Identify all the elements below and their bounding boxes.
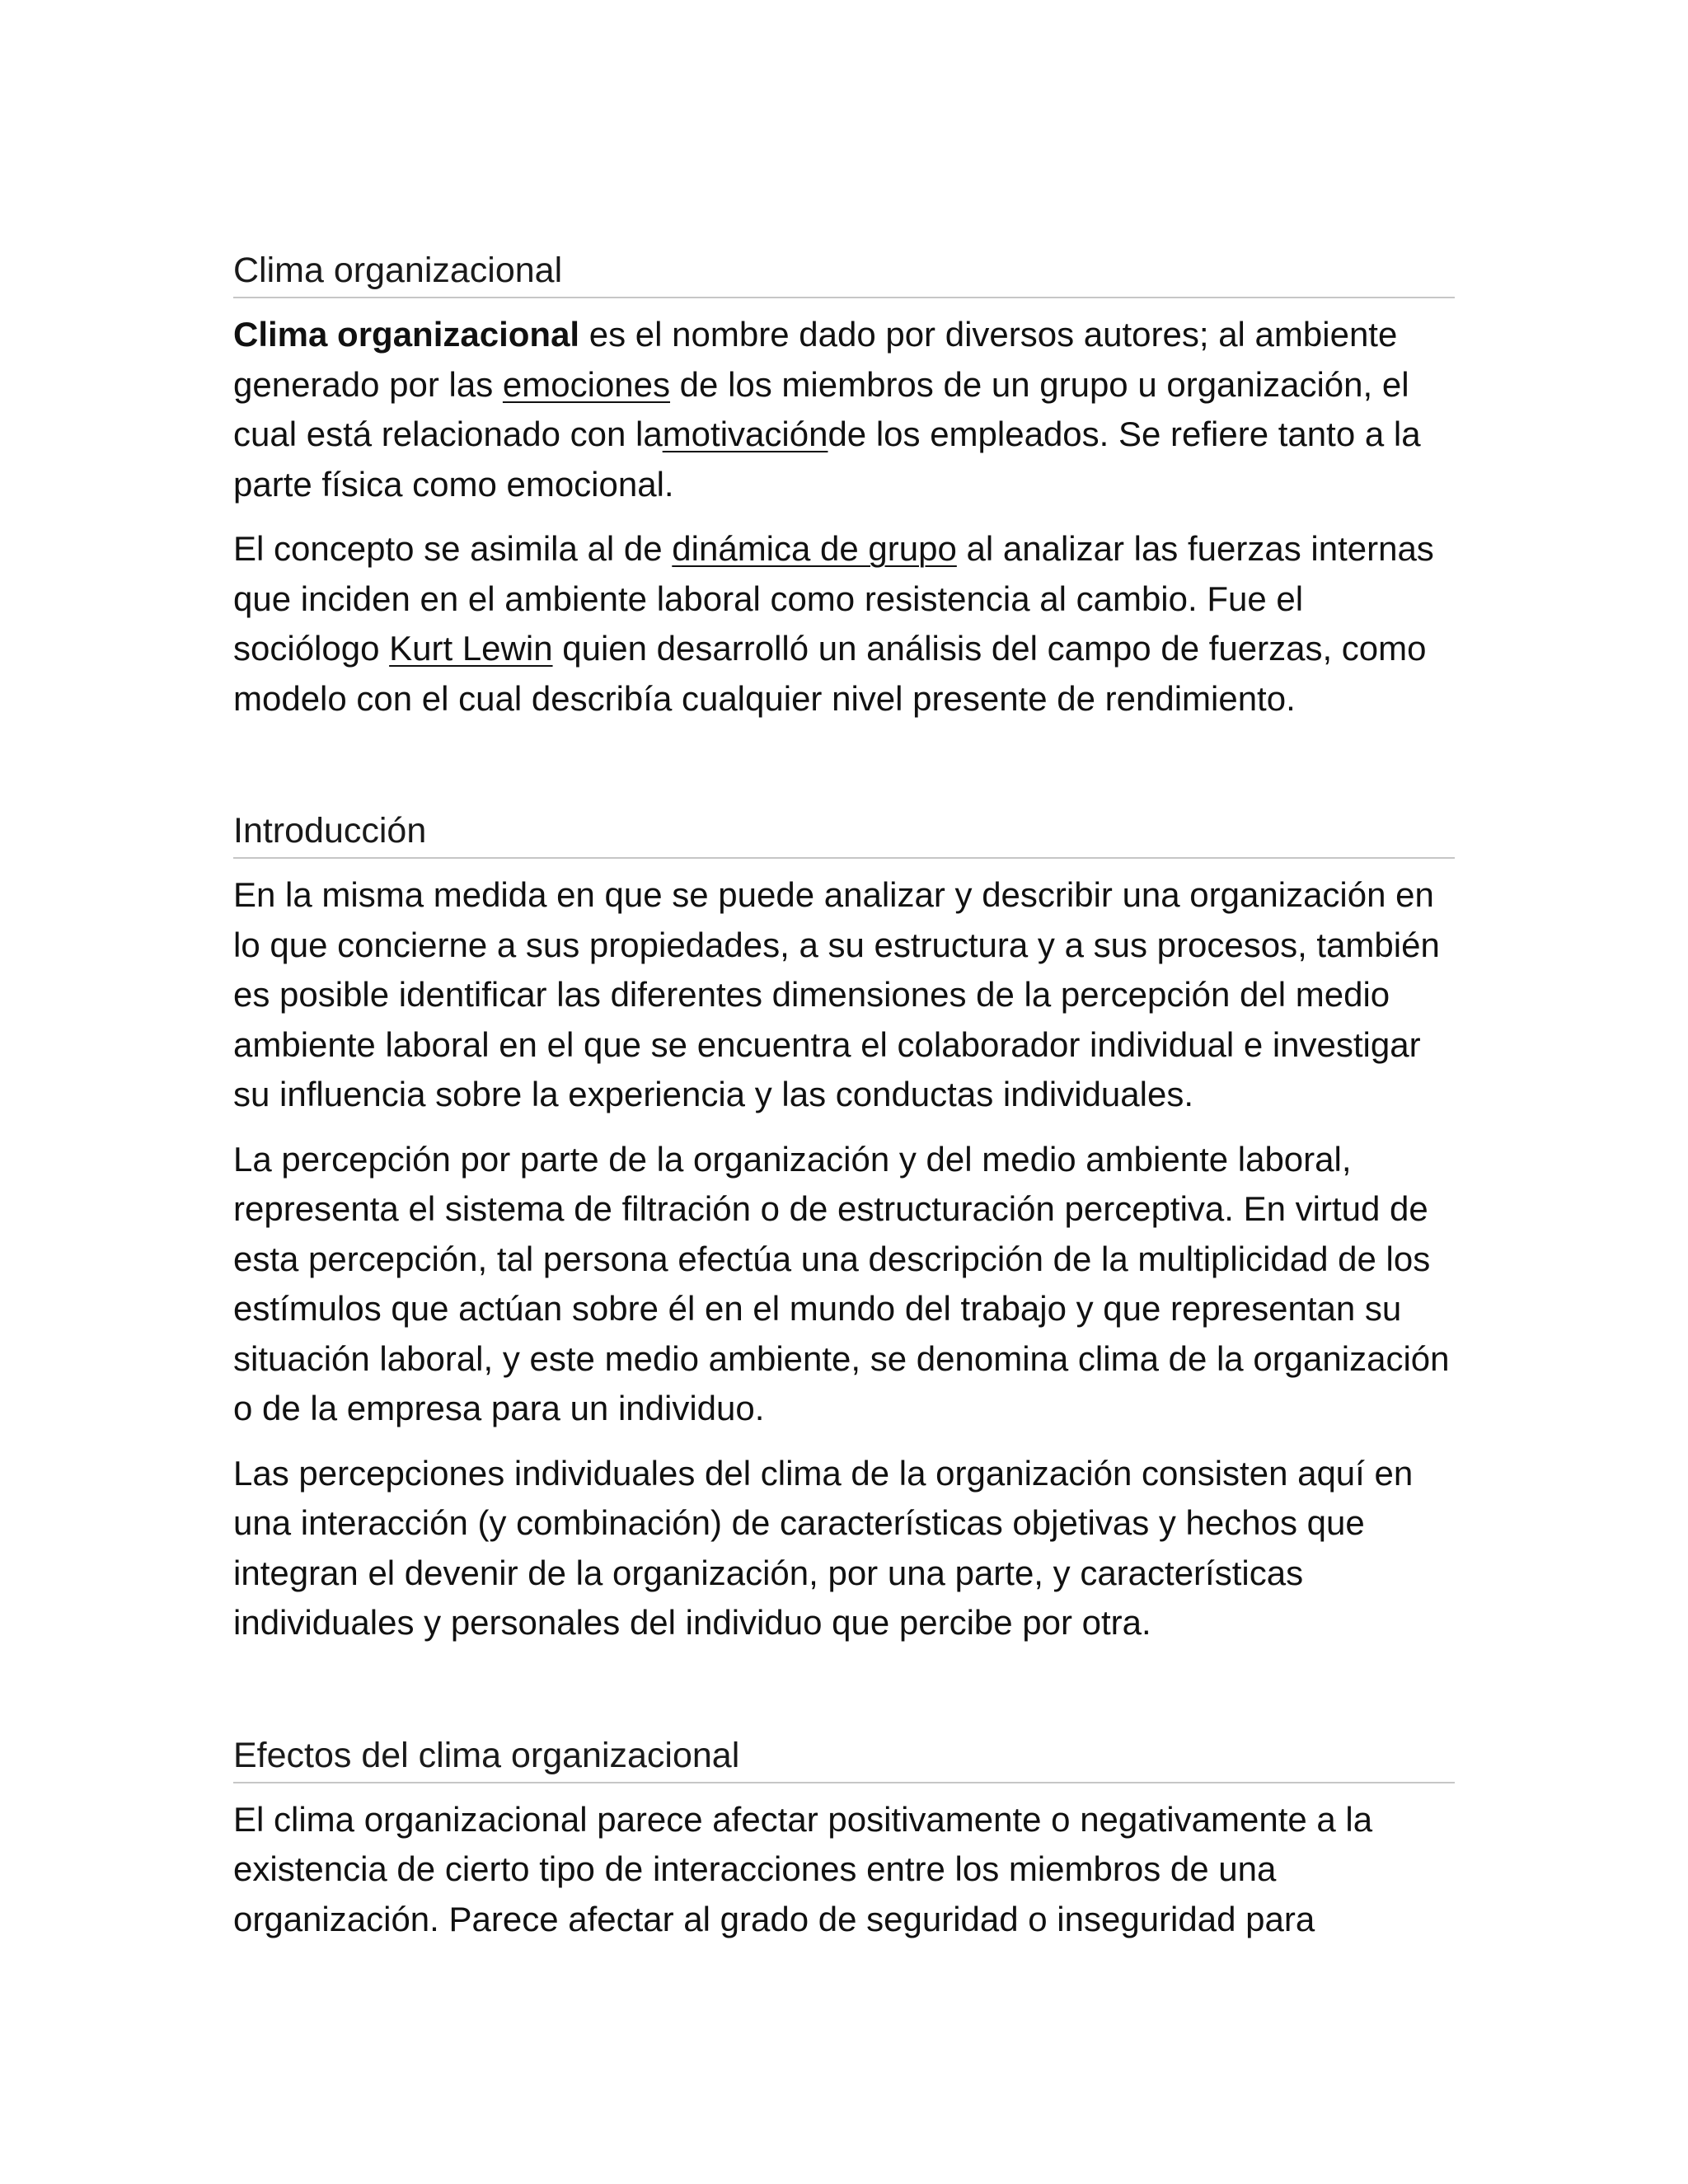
paragraph: El clima organizacional parece afectar positivamente o negativamente a la existencia de cierto tipo de interacciones entre los miembros de una organización. Parece afectar al grado de seguridad o inseguridad para <box>233 1799 1373 1938</box>
paragraph-text: al analizar las fuerzas internas que inciden en el ambiente laboral como resistencia al cambio. Fue el sociólogo <box>233 529 1434 668</box>
bold-term: Clima organizacional <box>233 315 580 354</box>
paragraph <box>233 310 1455 509</box>
paragraph-text: es el nombre dado por diversos autores; al ambiente generado por las <box>233 315 1398 404</box>
paragraph: La percepción por parte de la organización y del medio ambiente laboral, representa el sistema de filtración o de estructuración perceptiva. En virtud de esta percepción, tal persona efectúa una descripción de la multiplicidad de los estímulos que actúan sobre él en el mundo del trabajo y que representan su situación laboral, y este medio ambiente, se denomina clima de la organización o de la empresa para un individuo. <box>233 1139 1450 1427</box>
paragraph <box>233 524 1455 724</box>
paragraph-text: de los miembros de un grupo u organización, el cual está relacionado con la <box>233 364 1409 453</box>
link-emociones[interactable]: emociones <box>502 364 671 404</box>
section-introduccion <box>233 808 1455 1648</box>
paragraph-text: de los empleados. Se refiere tanto a la parte física como emocional. <box>233 415 1421 504</box>
section-efectos-clima <box>233 1732 1455 1945</box>
paragraph-text: El concepto se asimila al de <box>233 529 673 568</box>
link-kurt-lewin[interactable]: Kurt Lewin <box>389 629 553 668</box>
paragraph: Las percepciones individuales del clima de la organización consisten aquí en una interacción (y combinación) de características objetivas y hechos que integran el devenir de la organización, por una parte, y características individuales y personales del individuo que percibe por otra. <box>233 1453 1414 1642</box>
link-motivacion[interactable]: motivación <box>662 415 828 453</box>
section-heading: Clima organizacional <box>233 247 1455 298</box>
document-page <box>233 247 1455 1959</box>
paragraph-text: quien desarrolló un análisis del campo de fuerzas, como modelo con el cual describía cualquier nivel presente de rendimiento. <box>233 629 1427 718</box>
paragraph: En la misma medida en que se puede analizar y describir una organización en lo que concierne a sus propiedades, a su estructura y a sus procesos, también es posible identificar las diferentes dimensiones de la percepción del medio ambiente laboral en el que se encuentra el colaborador individual e investigar su influencia sobre la experiencia y las conductas individuales. <box>233 875 1440 1113</box>
section-heading: Efectos del clima organizacional <box>233 1732 1455 1783</box>
section-clima-organizacional <box>233 247 1455 724</box>
link-dinamica-de-grupo[interactable]: dinámica de grupo <box>672 529 957 568</box>
section-heading: Introducción <box>233 808 1455 859</box>
